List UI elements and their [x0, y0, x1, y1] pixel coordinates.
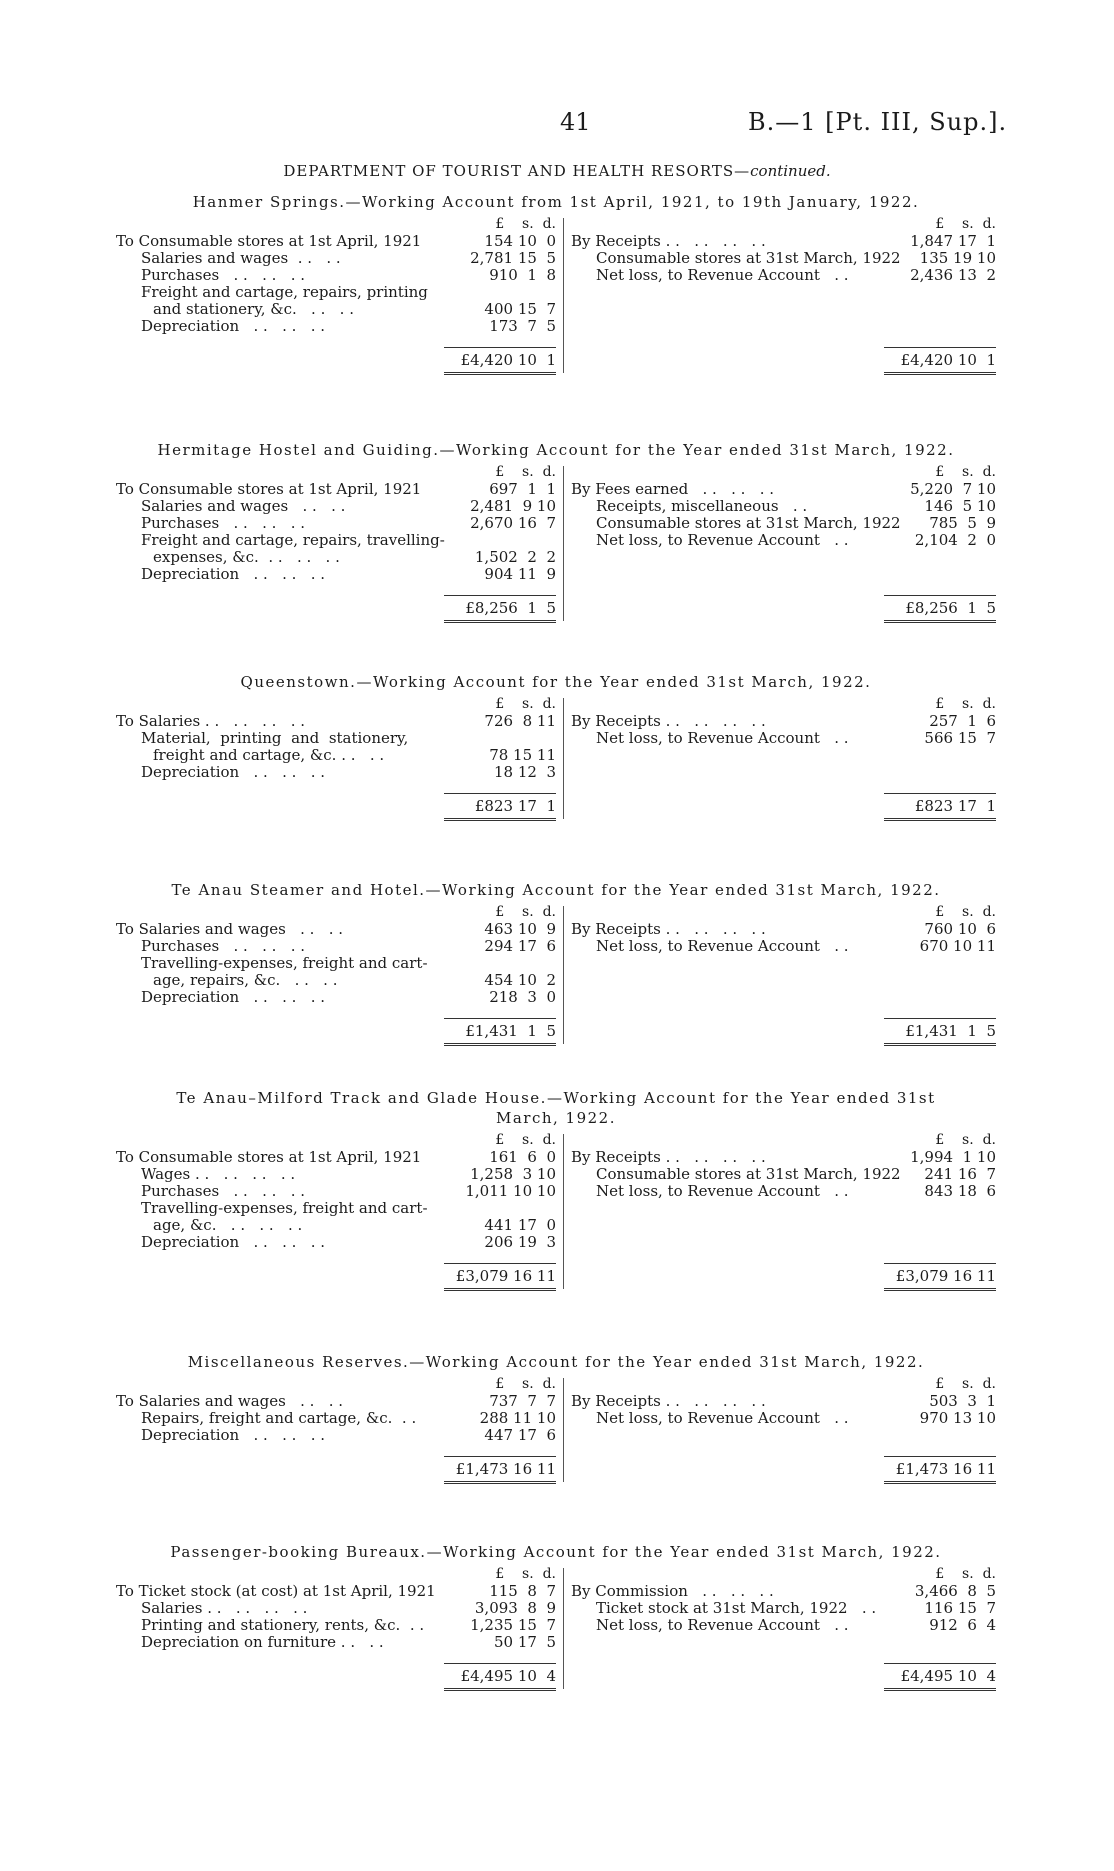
ledger-description: To Salaries and wages . . . .: [116, 1393, 344, 1410]
ledger-row: [116, 764, 556, 781]
account-title: Te Anau Steamer and Hotel.—Working Account for the Year ended 31st March, 1922.: [171, 881, 941, 899]
ledger-description: Ticket stock at 31st March, 1922 . .: [596, 1600, 877, 1617]
ledger-amount: 2,481 9 10: [470, 497, 556, 515]
ledger-amount: 441 17 0: [484, 1216, 556, 1234]
ledger-row: [116, 1393, 556, 1410]
currency-header: £ s. d.: [495, 696, 556, 712]
total-rule: [444, 1263, 556, 1264]
ledger-amount: 454 10 2: [484, 971, 556, 989]
ledger-description: Repairs, freight and cartage, &c. . .: [141, 1410, 417, 1427]
ledger-row: [571, 730, 996, 747]
account-columns: [116, 904, 996, 1056]
ledger-amount: 78 15 11: [489, 746, 556, 764]
ledger-description: Depreciation . . . . . .: [141, 989, 326, 1006]
column-divider: [563, 906, 564, 1044]
ledger-row: [571, 1617, 996, 1634]
account-title: Passenger-booking Bureaux.—Working Account for the Year ended 31st March, 1922.: [170, 1543, 942, 1561]
department-continued: continued.: [750, 162, 831, 180]
ledger-amount: 146 5 10: [924, 497, 996, 515]
ledger-amount: 670 10 11: [919, 937, 996, 955]
ledger-description: By Receipts . . . . . . . .: [571, 713, 766, 730]
ledger-total: £1,431 1 5: [905, 1022, 996, 1040]
ledger-amount: 173 7 5: [489, 317, 556, 335]
ledger-row: [116, 1600, 556, 1617]
ledger-row: [571, 1583, 996, 1600]
ledger-amount: 154 10 0: [484, 232, 556, 250]
ledger-description: Receipts, miscellaneous . .: [596, 498, 808, 515]
ledger-description: Travelling-expenses, freight and cart-: [141, 955, 428, 972]
ledger-amount: 566 15 7: [924, 729, 996, 747]
debit-side: [116, 1566, 556, 1685]
ledger-total: £8,256 1 5: [905, 599, 996, 617]
ledger-total: £4,495 10 4: [460, 1667, 556, 1685]
total-rule: [444, 595, 556, 596]
ledger-description: Net loss, to Revenue Account . .: [596, 938, 849, 955]
ledger-description: Purchases . . . . . .: [141, 938, 306, 955]
ledger-row: [116, 549, 556, 566]
ledger-description: By Receipts . . . . . . . .: [571, 1149, 766, 1166]
account-columns: [116, 1376, 996, 1494]
ledger-total: £4,420 10 1: [900, 351, 996, 369]
total-double-rule: [884, 620, 996, 623]
ledger-description: Wages . . . . . . . .: [141, 1166, 296, 1183]
ledger-row: [116, 1617, 556, 1634]
ledger-description: To Ticket stock (at cost) at 1st April, 1921: [116, 1583, 436, 1600]
ledger-row: [571, 1166, 996, 1183]
ledger-amount: 2,670 16 7: [470, 514, 556, 532]
ledger-row: [571, 498, 996, 515]
ledger-total: £823 17 1: [914, 797, 996, 815]
ledger-amount: 50 17 5: [493, 1633, 556, 1651]
total-double-rule: [444, 1043, 556, 1046]
ledger-row: [116, 1217, 556, 1234]
ledger-amount: 1,994 1 10: [910, 1148, 996, 1166]
ledger-total: £823 17 1: [474, 797, 556, 815]
total-rule: [884, 1456, 996, 1457]
ledger-amount: 218 3 0: [489, 988, 556, 1006]
total-rule: [444, 1456, 556, 1457]
ledger-amount: 912 6 4: [929, 1616, 996, 1634]
ledger-row: [116, 1410, 556, 1427]
ledger-row: [116, 1200, 556, 1217]
ledger-description: Depreciation . . . . . .: [141, 764, 326, 781]
account-columns: [116, 464, 996, 633]
ledger-description: Depreciation . . . . . .: [141, 318, 326, 335]
account-title: Te Anau–Milford Track and Glade House.—Working Account for the Year ended 31st: [176, 1089, 936, 1107]
ledger-row: [116, 566, 556, 583]
ledger-row: [571, 713, 996, 730]
account-title-continued: March, 1922.: [495, 1109, 616, 1127]
column-divider: [563, 466, 564, 621]
currency-header: £ s. d.: [495, 464, 556, 480]
ledger-row: [571, 921, 996, 938]
debit-side: [116, 1132, 556, 1285]
credit-side: [571, 696, 996, 815]
debit-side: [116, 216, 556, 369]
total-rule: [444, 793, 556, 794]
ledger-amount: 257 1 6: [929, 712, 996, 730]
currency-header: £ s. d.: [495, 1566, 556, 1582]
total-rule: [884, 793, 996, 794]
ledger-row: [116, 481, 556, 498]
total-rule: [444, 1018, 556, 1019]
total-rule: [884, 595, 996, 596]
ledger-row: [116, 972, 556, 989]
ledger-description: Purchases . . . . . .: [141, 1183, 306, 1200]
ledger-amount: 843 18 6: [924, 1182, 996, 1200]
ledger-description: Net loss, to Revenue Account . .: [596, 1183, 849, 1200]
ledger-description: Purchases . . . . . .: [141, 267, 306, 284]
currency-header: £ s. d.: [935, 1132, 996, 1148]
ledger-description: Net loss, to Revenue Account . .: [596, 532, 849, 549]
ledger-row: [571, 250, 996, 267]
account-columns: [116, 216, 996, 385]
ledger-row: [116, 498, 556, 515]
ledger-amount: 241 16 7: [924, 1165, 996, 1183]
ledger-amount: 1,011 10 10: [465, 1182, 556, 1200]
total-rule: [884, 1018, 996, 1019]
account-section: [116, 672, 996, 831]
ledger-amount: 5,220 7 10: [910, 480, 996, 498]
ledger-total: £4,420 10 1: [460, 351, 556, 369]
ledger-amount: 2,781 15 5: [470, 249, 556, 267]
ledger-row: [116, 233, 556, 250]
ledger-amount: 206 19 3: [484, 1233, 556, 1251]
ledger-amount: 697 1 1: [489, 480, 556, 498]
ledger-row: [571, 938, 996, 955]
ledger-description: Depreciation on furniture . . . .: [141, 1634, 384, 1651]
ledger-row: [116, 938, 556, 955]
ledger-amount: 503 3 1: [929, 1392, 996, 1410]
ledger-row: [116, 955, 556, 972]
currency-header: £ s. d.: [935, 1566, 996, 1582]
ledger-row: [116, 989, 556, 1006]
ledger-row: [116, 318, 556, 335]
page-number: 41: [560, 108, 591, 136]
ledger-amount: 447 17 6: [484, 1426, 556, 1444]
ledger-description: Depreciation . . . . . .: [141, 566, 326, 583]
account-section: [116, 1352, 996, 1494]
ledger-amount: 3,466 8 5: [914, 1582, 996, 1600]
ledger-total: £4,495 10 4: [900, 1667, 996, 1685]
column-divider: [563, 1568, 564, 1689]
total-double-rule: [444, 372, 556, 375]
ledger-row: [571, 515, 996, 532]
account-title: Hermitage Hostel and Guiding.—Working Account for the Year ended 31st March, 1922.: [157, 441, 955, 459]
debit-side: [116, 464, 556, 617]
account-columns: [116, 1132, 996, 1301]
ledger-amount: 3,093 8 9: [474, 1599, 556, 1617]
ledger-description: Depreciation . . . . . .: [141, 1234, 326, 1251]
ledger-description: age, &c. . . . . . .: [153, 1217, 303, 1234]
currency-header: £ s. d.: [935, 696, 996, 712]
ledger-description: Purchases . . . . . .: [141, 515, 306, 532]
ledger-amount: 161 6 0: [489, 1148, 556, 1166]
ledger-row: [116, 713, 556, 730]
ledger-description: expenses, &c. . . . . . .: [153, 549, 340, 566]
total-double-rule: [444, 1688, 556, 1691]
ledger-description: Freight and cartage, repairs, travelling-: [141, 532, 445, 549]
column-divider: [563, 1378, 564, 1482]
ledger-description: By Receipts . . . . . . . .: [571, 1393, 766, 1410]
ledger-description: freight and cartage, &c. . . . .: [153, 747, 385, 764]
currency-header: £ s. d.: [495, 904, 556, 920]
ledger-description: Freight and cartage, repairs, printing: [141, 284, 428, 301]
ledger-row: [116, 1234, 556, 1251]
ledger-description: To Salaries and wages . . . .: [116, 921, 344, 938]
document-reference: B.—1 [Pt. III, Sup.].: [748, 108, 1008, 136]
ledger-row: [116, 747, 556, 764]
ledger-description: and stationery, &c. . . . .: [153, 301, 354, 318]
ledger-row: [116, 267, 556, 284]
department-title: [0, 162, 1114, 180]
credit-side: [571, 216, 996, 369]
total-rule: [884, 1663, 996, 1664]
ledger-amount: 970 13 10: [919, 1409, 996, 1427]
account-title: Queenstown.—Working Account for the Year ended 31st March, 1922.: [240, 673, 872, 691]
credit-side: [571, 1566, 996, 1685]
credit-side: [571, 1376, 996, 1478]
column-divider: [563, 218, 564, 373]
ledger-amount: 18 12 3: [493, 763, 556, 781]
ledger-amount: 115 8 7: [489, 1582, 556, 1600]
ledger-description: To Consumable stores at 1st April, 1921: [116, 233, 422, 250]
ledger-total: £1,473 16 11: [455, 1460, 556, 1478]
ledger-amount: 2,436 13 2: [910, 266, 996, 284]
ledger-description: Printing and stationery, rents, &c. . .: [141, 1617, 425, 1634]
total-double-rule: [884, 818, 996, 821]
ledger-row: [116, 515, 556, 532]
ledger-row: [571, 481, 996, 498]
ledger-description: To Consumable stores at 1st April, 1921: [116, 481, 422, 498]
total-double-rule: [884, 372, 996, 375]
total-double-rule: [884, 1043, 996, 1046]
column-divider: [563, 698, 564, 819]
ledger-description: By Fees earned . . . . . .: [571, 481, 775, 498]
total-double-rule: [444, 818, 556, 821]
account-columns: [116, 1566, 996, 1701]
account-section: [116, 1088, 996, 1301]
ledger-description: By Receipts . . . . . . . .: [571, 233, 766, 250]
ledger-row: [571, 1393, 996, 1410]
ledger-description: By Commission . . . . . .: [571, 1583, 774, 1600]
credit-side: [571, 1132, 996, 1285]
ledger-row: [116, 1183, 556, 1200]
ledger-row: [116, 1634, 556, 1651]
ledger-amount: 294 17 6: [484, 937, 556, 955]
department-title-text: DEPARTMENT OF TOURIST AND HEALTH RESORTS—: [283, 162, 751, 180]
ledger-amount: 904 11 9: [484, 565, 556, 583]
ledger-total: £3,079 16 11: [895, 1267, 996, 1285]
total-rule: [444, 347, 556, 348]
ledger-row: [571, 233, 996, 250]
ledger-description: Salaries and wages . . . .: [141, 250, 341, 267]
ledger-description: Salaries and wages . . . .: [141, 498, 346, 515]
ledger-row: [571, 1183, 996, 1200]
ledger-amount: 760 10 6: [924, 920, 996, 938]
ledger-description: To Consumable stores at 1st April, 1921: [116, 1149, 422, 1166]
account-section: [116, 192, 996, 385]
ledger-amount: 463 10 9: [484, 920, 556, 938]
ledger-description: Consumable stores at 31st March, 1922: [596, 515, 901, 532]
currency-header: £ s. d.: [935, 1376, 996, 1392]
account-section: [116, 440, 996, 633]
ledger-total: £3,079 16 11: [455, 1267, 556, 1285]
credit-side: [571, 904, 996, 1040]
ledger-amount: 726 8 11: [484, 712, 556, 730]
currency-header: £ s. d.: [495, 1132, 556, 1148]
ledger-description: Net loss, to Revenue Account . .: [596, 267, 849, 284]
ledger-total: £1,431 1 5: [465, 1022, 556, 1040]
ledger-amount: 135 19 10: [919, 249, 996, 267]
ledger-row: [116, 1149, 556, 1166]
ledger-total: £1,473 16 11: [895, 1460, 996, 1478]
ledger-row: [116, 921, 556, 938]
account-section: [116, 1542, 996, 1701]
ledger-amount: 400 15 7: [484, 300, 556, 318]
ledger-description: Net loss, to Revenue Account . .: [596, 1617, 849, 1634]
account-title: Miscellaneous Reserves.—Working Account for the Year ended 31st March, 1922.: [187, 1353, 925, 1371]
account-title: Hanmer Springs.—Working Account from 1st April, 1921, to 19th January, 1922.: [192, 193, 920, 211]
total-rule: [444, 1663, 556, 1664]
currency-header: £ s. d.: [935, 904, 996, 920]
ledger-amount: 1,847 17 1: [910, 232, 996, 250]
ledger-row: [571, 532, 996, 549]
total-double-rule: [884, 1688, 996, 1691]
total-double-rule: [884, 1288, 996, 1291]
ledger-description: To Salaries . . . . . . . .: [116, 713, 306, 730]
ledger-description: age, repairs, &c. . . . .: [153, 972, 338, 989]
ledger-row: [116, 730, 556, 747]
ledger-row: [116, 1166, 556, 1183]
ledger-row: [116, 301, 556, 318]
ledger-description: Travelling-expenses, freight and cart-: [141, 1200, 428, 1217]
ledger-description: By Receipts . . . . . . . .: [571, 921, 766, 938]
ledger-amount: 1,258 3 10: [470, 1165, 556, 1183]
ledger-row: [571, 1600, 996, 1617]
ledger-description: Consumable stores at 31st March, 1922: [596, 1166, 901, 1183]
ledger-description: Consumable stores at 31st March, 1922: [596, 250, 901, 267]
ledger-amount: 785 5 9: [929, 514, 996, 532]
column-divider: [563, 1134, 564, 1289]
ledger-row: [116, 1427, 556, 1444]
debit-side: [116, 696, 556, 815]
credit-side: [571, 464, 996, 617]
account-section: [116, 880, 996, 1056]
ledger-amount: 910 1 8: [489, 266, 556, 284]
ledger-row: [571, 267, 996, 284]
total-double-rule: [884, 1481, 996, 1484]
currency-header: £ s. d.: [495, 216, 556, 232]
ledger-row: [116, 284, 556, 301]
total-rule: [884, 347, 996, 348]
ledger-description: Net loss, to Revenue Account . .: [596, 1410, 849, 1427]
ledger-description: Material, printing and stationery,: [141, 730, 409, 747]
ledger-amount: 116 15 7: [924, 1599, 996, 1617]
ledger-description: Salaries . . . . . . . .: [141, 1600, 308, 1617]
currency-header: £ s. d.: [935, 464, 996, 480]
ledger-amount: 1,502 2 2: [474, 548, 556, 566]
total-rule: [884, 1263, 996, 1264]
total-double-rule: [444, 1481, 556, 1484]
ledger-amount: 1,235 15 7: [470, 1616, 556, 1634]
ledger-row: [116, 532, 556, 549]
debit-side: [116, 904, 556, 1040]
account-columns: [116, 696, 996, 831]
currency-header: £ s. d.: [495, 1376, 556, 1392]
debit-side: [116, 1376, 556, 1478]
ledger-amount: 288 11 10: [479, 1409, 556, 1427]
ledger-description: Net loss, to Revenue Account . .: [596, 730, 849, 747]
ledger-description: Depreciation . . . . . .: [141, 1427, 326, 1444]
ledger-amount: 2,104 2 0: [914, 531, 996, 549]
ledger-row: [571, 1149, 996, 1166]
total-double-rule: [444, 620, 556, 623]
total-double-rule: [444, 1288, 556, 1291]
ledger-total: £8,256 1 5: [465, 599, 556, 617]
ledger-row: [116, 250, 556, 267]
currency-header: £ s. d.: [935, 216, 996, 232]
ledger-amount: 737 7 7: [489, 1392, 556, 1410]
ledger-row: [116, 1583, 556, 1600]
ledger-row: [571, 1410, 996, 1427]
